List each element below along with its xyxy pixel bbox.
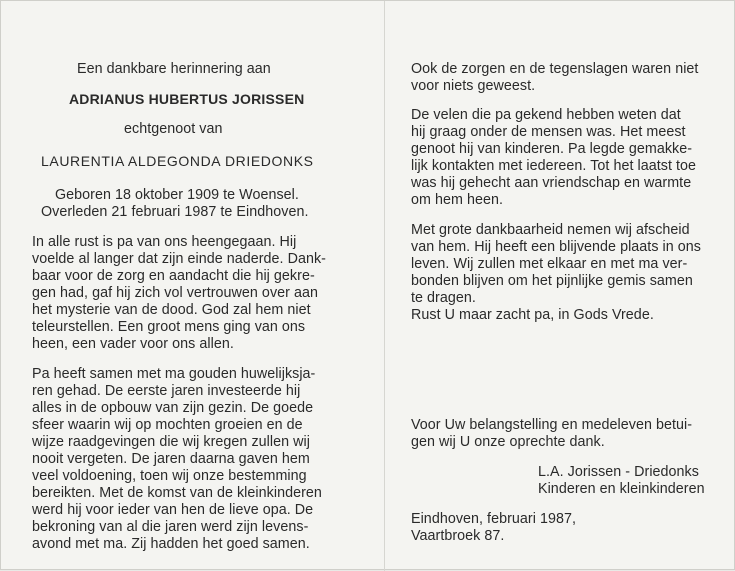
text-line: leven. Wij zullen met elkaar en met ma ver- <box>411 256 688 272</box>
text-line: sfeer waarin wij op mochten groeien en de <box>32 417 303 433</box>
text-line: baar voor de zorg en aandacht die hij gekre- <box>32 268 315 284</box>
text-line: werd hij voor ieder van hen de lieve opa. De <box>32 502 314 518</box>
text-line: Rust U maar zacht pa, in Gods Vrede. <box>411 307 654 323</box>
signature-line: Kinderen en kleinkinderen <box>538 481 705 497</box>
text-line: avond met ma. Zij hadden het goed samen. <box>32 536 310 552</box>
text-line: lijk kontakten met iedereen. Tot het laatst toe <box>411 158 697 174</box>
intro-text: Een dankbare herinnering aan <box>77 61 271 77</box>
text-line: Voor Uw belangstelling en medeleven betui- <box>411 417 693 433</box>
text-line: gen wij U onze oprechte dank. <box>411 434 605 450</box>
text-line: van hem. Hij heeft een blijvende plaats in ons <box>411 239 702 255</box>
text-line: Ook de zorgen en de tegenslagen waren niet <box>411 61 699 77</box>
text-line: bekroning van al die jaren werd zijn levens- <box>32 519 309 535</box>
text-line: veel voldoening, toen wij onze bestemming <box>32 468 307 484</box>
text-line: De velen die pa gekend hebben weten dat <box>411 107 681 123</box>
address-line: Vaartbroek 87. <box>411 528 505 544</box>
text-line: was hij gehecht aan vriendschap en warmte <box>411 175 692 191</box>
birth-line: Geboren 18 oktober 1909 te Woensel. <box>55 187 299 203</box>
text-line: teleurstellen. Een groot mens ging van ons <box>32 319 306 335</box>
signature-line: L.A. Jorissen - Driedonks <box>538 464 699 480</box>
text-line: voelde al langer dat zijn einde naderde. Dank- <box>32 251 326 267</box>
text-line: voor niets geweest. <box>411 78 536 94</box>
text-line: In alle rust is pa van ons heengegaan. Hij <box>32 234 297 250</box>
text-line: heen, een vader voor ons allen. <box>32 336 234 352</box>
spouse-relation: echtgenoot van <box>124 121 223 137</box>
place-date-line: Eindhoven, februari 1987, <box>411 511 576 527</box>
text-line: om hem heen. <box>411 192 503 208</box>
card-fold-line <box>384 1 385 571</box>
text-line: gen had, gaf hij zich vol vertrouwen over aan <box>32 285 318 301</box>
text-line: genoot hij van kinderen. Pa legde gemakke- <box>411 141 693 157</box>
text-line: Met grote dankbaarheid nemen wij afscheid <box>411 222 690 238</box>
text-line: nooit vergeten. De jaren daarna gaven hem <box>32 451 310 467</box>
text-line: wijze raadgevingen die wij kregen zullen wij <box>32 434 310 450</box>
text-line: te dragen. <box>411 290 476 306</box>
deceased-name: ADRIANUS HUBERTUS JORISSEN <box>69 91 305 107</box>
text-line: het mysterie van de dood. God zal hem niet <box>32 302 311 318</box>
text-line: hij graag onder de mensen was. Het meest <box>411 124 686 140</box>
death-line: Overleden 21 februari 1987 te Eindhoven. <box>41 204 309 220</box>
text-line: bonden blijven om het pijnlijke gemis samen <box>411 273 693 289</box>
text-line: bereikten. Met de komst van de kleinkinderen <box>32 485 322 501</box>
spouse-name: LAURENTIA ALDEGONDA DRIEDONKS <box>41 153 314 169</box>
text-line: ren gehad. De eerste jaren investeerde hij <box>32 383 301 399</box>
text-line: Pa heeft samen met ma gouden huwelijksja- <box>32 366 316 382</box>
text-line: alles in de opbouw van zijn gezin. De goede <box>32 400 314 416</box>
